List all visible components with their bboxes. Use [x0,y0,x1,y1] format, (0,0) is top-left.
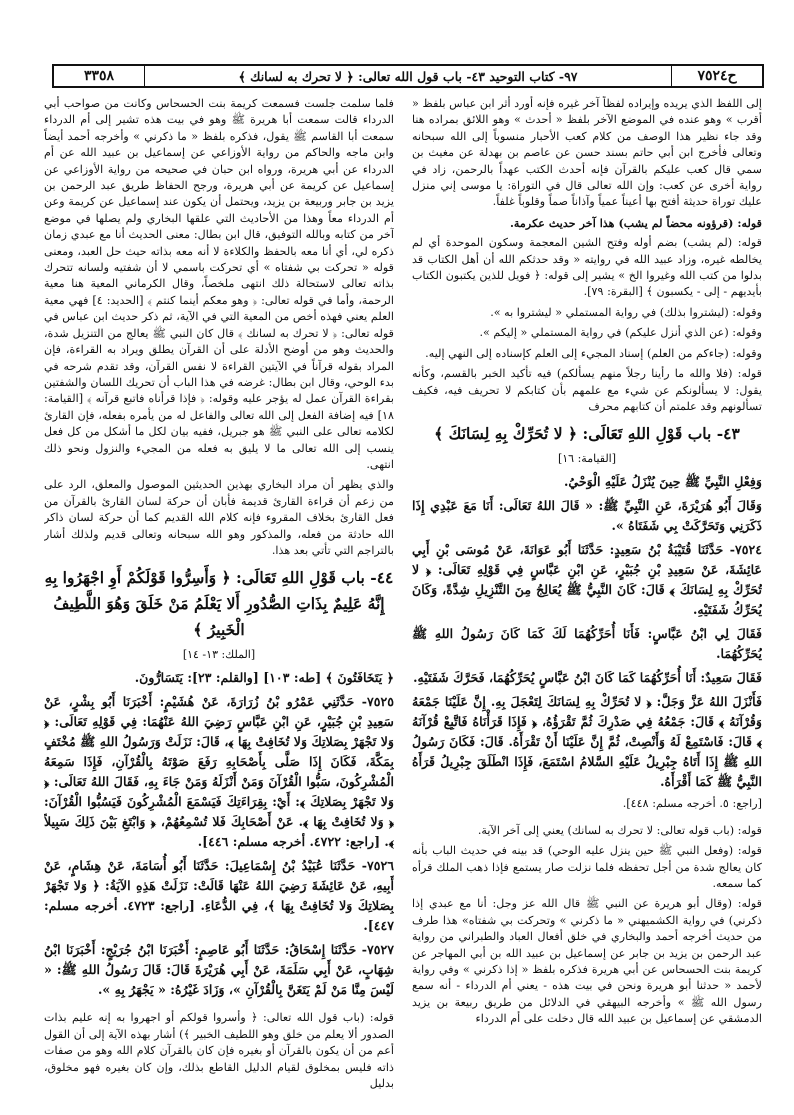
commentary-paragraph: قوله: (وفعل النبي ﷺ حين ينزل عليه الوحي) قد بينه في حديث الباب بأنه كان يعالج شدة من أجل تحفظه فلما نزلت صار يستمع فإذا ذهب الملك قرأه كما سمعه. [412,844,762,890]
hadith-text: فَقَالَ سَعِيدٌ: أَنَا أُحَرِّكُهُمَا كَمَا كَانَ ابْنُ عَبَّاسٍ يُحَرِّكُهُمَا، فَحَرَّكَ شَفَتَيْهِ. [413,670,762,686]
hadith-text: ٧٥٢٧- حَدَّثَنَا إِسْحَاقُ: حَدَّثَنَا أَبُو عَاصِمٍ: أَخْبَرَنَا ابْنُ جُرَيْجٍ: أَخْبَرَنَا ابْنُ شِهَابٍ، عَنْ أَبِي سَلَمَةَ، عَنْ أَبِي هُرَيْرَةَ قَالَ: قَالَ رَسُولُ اللهِ ﷺ: « لَيْسَ مِنَّا مَنْ لَمْ يَتَغَنَّ بِالْقُرْآنِ »، وَزَادَ غَيْرُهُ: « يَجْهَرُ بِهِ ». [44,942,394,998]
commentary-paragraph: قوله: (باب قوله تعالى: لا تحرك به لسانك) يعني إلى آخر الآية. [477,823,762,837]
commentary-paragraph: وقوله: (ليشتروا بذلك) في رواية المستملي « ليشتروا به ». [490,305,762,319]
chapter-heading: ٤٤- باب قَوْلِ اللهِ تَعَالَى: ﴿ وَأَسِرُّوا قَوْلَكُمْ أَوِ اجْهَرُوا بِهِ إِنَّهُ عَلِيمٌ بِذَاتِ الصُّدُورِ أَلا يَعْلَمُ مَنْ خَلَقَ وَهُوَ اللَّطِيفُ الْخَبِيرُ ﴾ [44,568,394,640]
hadith-text: ٧٥٢٦- حَدَّثَنَا عُبَيْدُ بْنُ إِسْمَاعِيلَ: حَدَّثَنَا أَبُو أُسَامَةَ، عَنْ هِشَامٍ، عَنْ أَبِيهِ، عَنْ عَائِشَةَ رَضِيَ اللهُ عَنْهَا قَالَتْ: نَزَلَتْ هَذِهِ الآيَةُ: ﴿ وَلا تَجْهَرْ بِصَلاتِكَ وَلا تُخَافِتْ بِهَا ﴾، فِي الدُّعَاءِ. [راجع: ٤٧٢٣. أخرجه مسلم: ٤٤٧]. [44,858,394,934]
chapter-reference: [الملك: ١٣- ١٤] [182,648,256,662]
commentary-paragraph: وقوله: (جاءكم من العلم) إسناد المجيء إلى العلم كإسناده إلى النهي إليه. [425,346,762,360]
hadith-range: ح٧٥٢٤ [697,68,737,84]
page-number: ٣٣٥٨ [83,68,115,84]
running-header [52,64,764,88]
commentary-paragraph: قوله: (فلا والله ما رأينا رجلاً منهم يسألكم) فيه تأكيد الخبر بالقسم، وكأنه يقول: لا يسألونكم عن شيء مع علمهم بأن كتابكم لا تحريف فيه، فكيف تسألونهم وقد علمتم أن كتابهم محرف [412,367,762,413]
hadith-reference: [راجع: ٥. أخرجه مسلم: ٤٤٨]. [622,797,762,811]
hadith-text: ٧٥٢٤- حَدَّثَنَا قُتَيْبَةُ بْنُ سَعِيدٍ: حَدَّثَنَا أَبُو عَوَانَةَ، عَنْ مُوسَى بْنِ أَبِي عَائِشَةَ، عَنْ سَعِيدِ بْنِ جُبَيْرٍ، عَنِ ابْنِ عَبَّاسٍ فِي قَوْلِهِ تَعَالَى: ﴿ لا تُحَرِّكْ بِهِ لِسَانَكَ ﴾ قَالَ: كَانَ النَّبِيُّ ﷺ يُعَالِجُ مِنَ التَّنْزِيلِ شِدَّةً، وَكَانَ يُحَرِّكُ شَفَتَيْهِ. [412,542,762,618]
left-column [44,96,394,1096]
chapter-heading: ٤٣- باب قَوْلِ اللهِ تَعَالَى: ﴿ لا تُحَرِّكْ بِهِ لِسَانَكَ ﴾ [434,424,740,444]
hadith-text: فَقَالَ لِي ابْنُ عَبَّاسٍ: فَأَنَا أُحَرِّكُهُمَا لَكَ كَمَا كَانَ رَسُولُ اللهِ ﷺ يُحَرِّكُهُمَا. [412,626,762,662]
commentary-paragraph: قوله: (باب قول الله تعالى: ﴿ وأسروا قولكم أو اجهروا به إنه عليم بذات الصدور ألا يعلم من خلق وهو اللطيف الخبير ﴾) أشار بهذه الآية إلى أن القول أعم من أن يكون بالقرآن أو بغيره فإن كان بالقرآن كلام الله وهو من صفات ذاته فليس بمخلوق لقيام الدليل القاطع بذلك، وإن كان بغيره فهو مخلوق، بدليل [44,1011,394,1090]
commentary-paragraph: وقوله: (عن الذي أنزل عليكم) في رواية المستملي « إليكم ». [479,326,762,340]
commentary-paragraph: قوله: (لم يشب) بضم أوله وفتح الشين المعجمة وسكون الموحدة أي لم يخالطه غيره، وزاد عبيد الله في روايته « وقد حدثكم الله أن أهل الكتاب قد بدلوا من كتب الله وغيروا الخ » يشير إلى قوله: ﴿ فويل للذين يكتبون الكتاب بأيديهم - إلى - يكسبون ﴾ [البقرة: ٧٩]. [412,236,762,299]
hadith-text: فَأَنْزَلَ اللهُ عَزَّ وَجَلَّ: ﴿ لا تُحَرِّكْ بِهِ لِسَانَكَ لِتَعْجَلَ بِهِ. إِنَّ عَلَيْنَا جَمْعَهُ وَقُرْآنَهُ ﴾ قَالَ: جَمْعُهُ فِي صَدْرِكَ ثُمَّ تَقْرَؤُهُ، ﴿ فَإِذَا قَرَأْنَاهُ فَاتَّبِعْ قُرْآنَهُ ﴾ قَالَ: فَاسْتَمِعْ لَهُ وَأَنْصِتْ، ثُمَّ إِنَّ عَلَيْنَا أَنْ تَقْرَأَهُ. قَالَ: فَكَانَ رَسُولُ اللهِ ﷺ إِذَا أَتَاهُ جِبْرِيلُ عَلَيْهِ السَّلامُ اسْتَمَعَ، فَإِذَا انْطَلَقَ جِبْرِيلُ قَرَأَهُ النَّبِيُّ ﷺ كَمَا أَقْرَأَهُ. [412,694,762,790]
commentary-paragraph: قوله: (قرؤونه محضاً لم يشب) هذا آخر حديث عكرمة. [510,215,762,230]
hadith-text: ﴿ يَتَخَافَتُونَ ﴾ [طه: ١٠٣] [والقلم: ٢٣]: يَتَسَارُّونَ. [134,670,394,686]
commentary-paragraph: فلما سلمت جلست فسمعت كريمة بنت الحسحاس وكانت من صواحب أبي الدرداء قالت سمعت أبا هريرة ﷺ وهو في بيت هذه تشير إلى أم الدرداء سمعت أبا القاسم ﷺ يقول، فذكره بلفظ « ما ذكرني » وأخرجه أحمد أيضاً وابن ماجه والحاكم من رواية الأوزاعي عن إسماعيل بن عبيد الله عن أم الدرداء عن أبي هريرة، ورواه ابن حبان في صحيحه من رواية الأوزاعي عن إسماعيل عن كريمة عن أبي هريرة، ورجح الحفاظ طريق عبد الرحمن بن يزيد بن جابر وربيعة بن يزيد، ويحتمل أن يكون عند إسماعيل عن كريمة وعن أم الدرداء معاً وهذا من الأحاديث التي علقها البخاري ولم يصلها في موضع آخر من كتابه وبالله التوفيق، قال ابن بطال: معنى الحديث أنا مع عبدي زمان ذكره لي، أي أنا معه بالحفظ والكلاءة لا أنه معه بذاته حيث حل العبد، ومعنى قوله « تحركت بي شفتاه » أي تحركت باسمي لا أن شفتيه ولسانه تتحرك بذاته تعالى لاستحالة ذلك انتهى ملخصاً، وقال الكرماني المعية هنا معية الرحمة، وأما في قوله تعالى: ﴿ وهو معكم أينما كنتم ﴾ [الحديد: ٤] فهي معية العلم يعني فهذه أخص من المعية التي في الآية، ثم ذكر حديث ابن عباس في قوله تعالى: ﴿ لا تحرك به لسانك ﴾ قال كان النبي ﷺ يعالج من التنزيل شدة، والحديث وهو من أوضح الأدلة على أن القرآن يطلق ويراد به القراءة، فإن المراد بقوله قرآناً في الآيتين القراءة لا نفس القرآن، وقد تقدم شرحه في بدء الوحي، وقال ابن بطال: غرضه في هذا الباب أن تحريك اللسان والشفتين بقراءة القرآن عمل له يؤجر عليه وقوله: ﴿ فإذا قرأناه فاتبع قرآنه ﴾ [القيامة: ١٨] فيه إضافة الفعل إلى الله تعالى والفاعل له من يأمره بفعله، فإن القارئ لكلامه تعالى على النبي ﷺ هو جبريل، ففيه بيان لكل ما أشكل من كل فعل ينسب إلى الله تعالى ما لا يليق به فعله من المجيء والنزول ونحو ذلك انتهى. [44,97,394,471]
commentary-paragraph: قوله: (وقال أبو هريرة عن النبي ﷺ قال الله عز وجل: أنا مع عبدي إذا ذكرني) في رواية الكشميهني « ما ذكرني » وتحركت بي شفتاه» هذا طرف من حديث أخرجه أحمد والبخاري في خلق أفعال العباد والطبراني من رواية عبد الرحمن بن يزيد بن جابر عن إسماعيل بن عبيد الله بن أبي المهاجر عن كريمة بنت الحسحاس عن أبي هريرة فذكره بلفظ « إذا ذكرني » وفي رواية لأحمد « حدثنا أبو هريرة ونحن في بيت هذه - يعني أم الدرداء - أنه سمع رسول الله ﷺ » وأخرجه البيهقي في الدلائل من طريق ربيعة بن يزيد الدمشقي عن إسماعيل بن عبيد الله قال دخلت على أم الدرداء [412,897,762,1026]
chapter-reference: [القيامة: ١٦] [557,452,617,466]
hadith-text: وَفِعْلِ النَّبِيِّ ﷺ حِينَ يُنْزَلُ عَلَيْهِ الْوَحْيُ. [564,474,762,490]
right-column [412,96,762,1096]
hadith-text: ٧٥٢٥- حَدَّثَنِي عَمْرُو بْنُ زُرَارَةَ، عَنْ هُشَيْمٍ: أَخْبَرَنَا أَبُو بِشْرٍ، عَنْ سَعِيدِ بْنِ جُبَيْرٍ، عَنِ ابْنِ عَبَّاسٍ رَضِيَ اللهُ عَنْهُمَا: فِي قَوْلِهِ تَعَالَى: ﴿ وَلا تَجْهَرْ بِصَلاتِكَ وَلا تُخَافِتْ بِهَا ﴾، قَالَ: نَزَلَتْ وَرَسُولُ اللهِ ﷺ مُخْتَفٍ بِمَكَّةَ، فَكَانَ إِذَا صَلَّى بِأَصْحَابِهِ رَفَعَ صَوْتَهُ بِالْقُرْآنِ، فَإِذَا سَمِعَهُ الْمُشْرِكُونَ، سَبُّوا الْقُرْآنَ وَمَنْ أَنْزَلَهُ وَمَنْ جَاءَ بِهِ، فَقَالَ اللهُ تَعَالَى: ﴿ وَلا تَجْهَرْ بِصَلاتِكَ ﴾: أَيْ: بِقِرَاءَتِكَ فَيَسْمَعَ الْمُشْرِكُونَ فَيَسُبُّوا الْقُرْآنَ: ﴿ وَلا تُخَافِتْ بِهَا ﴾. عَنْ أَصْحَابِكَ فَلا تُسْمِعُهُمْ، ﴿ وَابْتَغِ بَيْنَ ذَلِكَ سَبِيلاً ﴾. [راجع: ٤٧٢٢. أخرجه مسلم: ٤٤٦]. [44,694,394,850]
commentary-paragraph: والذي يظهر أن مراد البخاري بهذين الحديثين الموصول والمعلق، الرد على من زعم أن قراءة القارئ قديمة فأبان أن حركة لسان القارئ بالقرآن من فعل القارئ بخلاف المقروء فإنه كلام الله القديم كما أن حركة لسان ذاكر الله حادثة من فعله، والمذكور وهو الله سبحانه وتعالى قديم ولذلك أشار بالتراجم التي تأتي بعد هذا. [44,478,394,557]
commentary-paragraph: إلى اللفظ الذي يريده وإيراده لفظاً آخر غيره فإنه أورد أثر ابن عباس بلفظ « أقرب » وهو عنده في الموضع الآخر بلفظ « أحدث » وهو اللائق بمراده هنا وقد جاء نظير هذا الوصف من كلام كعب الأحبار منسوباً إلى الله سبحانه وتعالى فأخرج ابن أبي حاتم بسند حسن عن عاصم بن بهدلة عن مغيث بن سمي قال كعب عليكم بالقرآن فإنه أحدث الكتب عهداً بالرحمن، زاد في رواية أخرى عن كعب: وإن الله تعالى قال في التوراة: يا موسى إني منزل عليك توراة حديثة أفتح بها أعيناً عمياً وآذاناً صماً وقلوباً غلفاً. [412,97,762,209]
running-title: ٩٧- كتاب التوحيد ٤٣- باب قول الله تعالى: ﴿ لا تحرك به لسانك ﴾ [144,66,672,86]
hadith-text: وَقَالَ أَبُو هُرَيْرَةَ، عَنِ النَّبِيِّ ﷺ: « قَالَ اللهُ تَعَالَى: أَنَا مَعَ عَبْدِي إِذَا ذَكَرَنِي وَتَحَرَّكَتْ بِي شَفَتَاهُ ». [412,498,762,534]
